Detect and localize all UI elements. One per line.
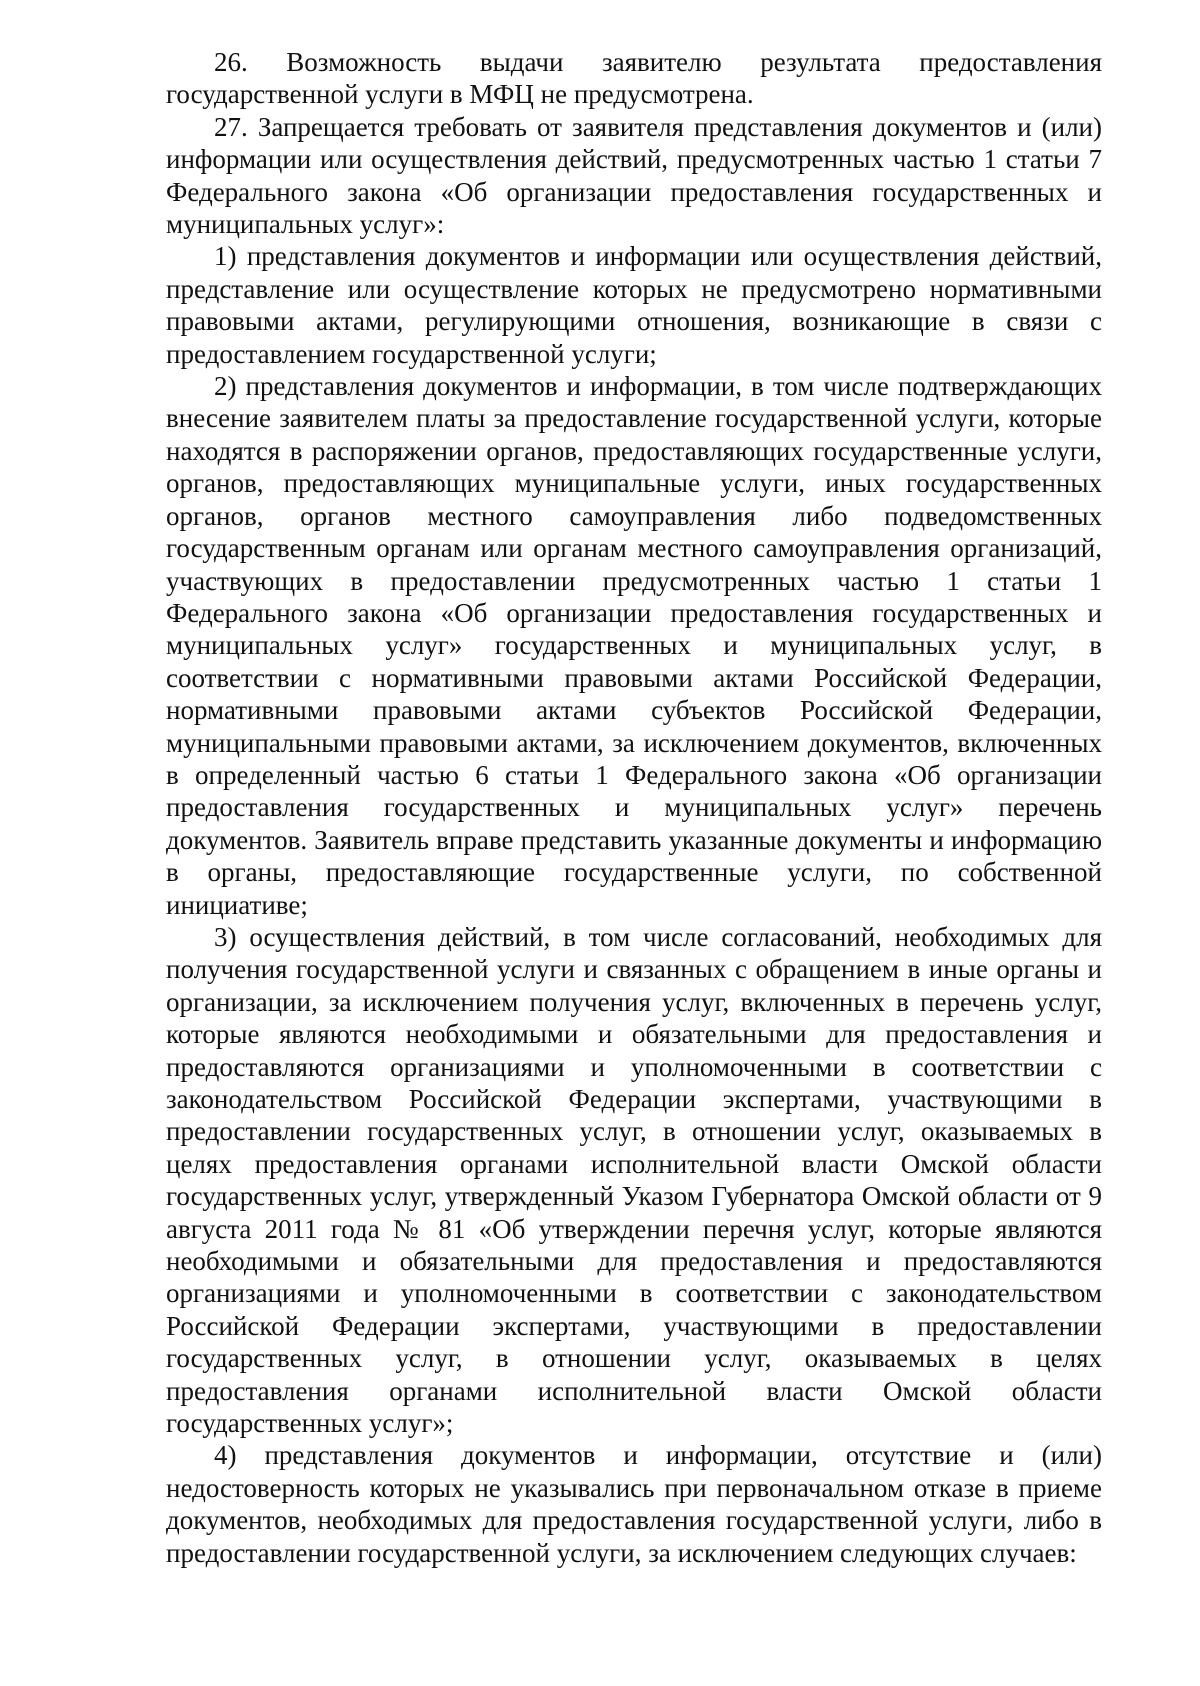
paragraph-27: 27. Запрещается требовать от заявителя представления документов и (или) информации или осуществления действий, предусмотренных частью 1 статьи 7 Федерального закона «Об организации предоставления государственных и муниципальных услуг»: (166, 111, 1102, 240)
list-item-2: 2) представления документов и информации, в том числе подтверждающих внесение заявителем платы за предоставление государственной услуги, которые находятся в распоряжении органов, предоставляющих государственные услуги, органов, предоставляющих муниципальные услуги, иных государственных органов, органов местного самоуправления либо подведомственных государственным органам или органам местного самоуправления организаций, участвующих в предоставлении предусмотренных частью 1 статьи 1 Федерального закона «Об организации предоставления государственных и муниципальных услуг» государственных и муниципальных услуг, в соответствии с нормативными правовыми актами Российской Федерации, нормативными правовыми актами субъектов Российской Федерации, муниципальными правовыми актами, за исключением документов, включенных в определенный частью 6 статьи 1 Федерального закона «Об организации предоставления государственных и муниципальных услуг» перечень документов. Заявитель вправе представить указанные документы и информацию в органы, предоставляющие государственные услуги, по собственной инициативе; (166, 371, 1102, 920)
paragraph-26: 26. Возможность выдачи заявителю результата предоставления государственной услуги в МФЦ не предусмотрена. (166, 47, 1102, 110)
list-item-3: 3) осуществления действий, в том числе согласований, необходимых для получения государственной услуги и связанных с обращением в иные органы и организации, за исключением получения услуг, включенных в перечень услуг, которые являются необходимыми и обязательными для предоставления и предоставляются организациями и уполномоченными в соответствии с законодательством Российской Федерации экспертами, участвующими в предоставлении государственных услуг, в отношении услуг, оказываемых в целях предоставления органами исполнительной власти Омской области государственных услуг, утвержденный Указом Губернатора Омской области от 9 августа 2011 года № 81 «Об утверждении перечня услуг, которые являются необходимыми и обязательными для предоставления и предоставляются организациями и уполномоченными в соответствии с законодательством Российской Федерации экспертами, участвующими в предоставлении государственных услуг, в отношении услуг, оказываемых в целях предоставления органами исполнительной власти Омской области государственных услуг»; (166, 921, 1102, 1439)
document-body (166, 46, 1102, 1569)
list-item-4: 4) представления документов и информации, отсутствие и (или) недостоверность которых не указывались при первоначальном отказе в приеме документов, необходимых для предоставления государственной услуги, либо в предоставлении государственной услуги, за исключением следующих случаев: (166, 1440, 1102, 1568)
list-item-1: 1) представления документов и информации или осуществления действий, представление или осуществление которых не предусмотрено нормативными правовыми актами, регулирующими отношения, возникающие в связи с предоставлением государственной услуги; (166, 241, 1102, 369)
